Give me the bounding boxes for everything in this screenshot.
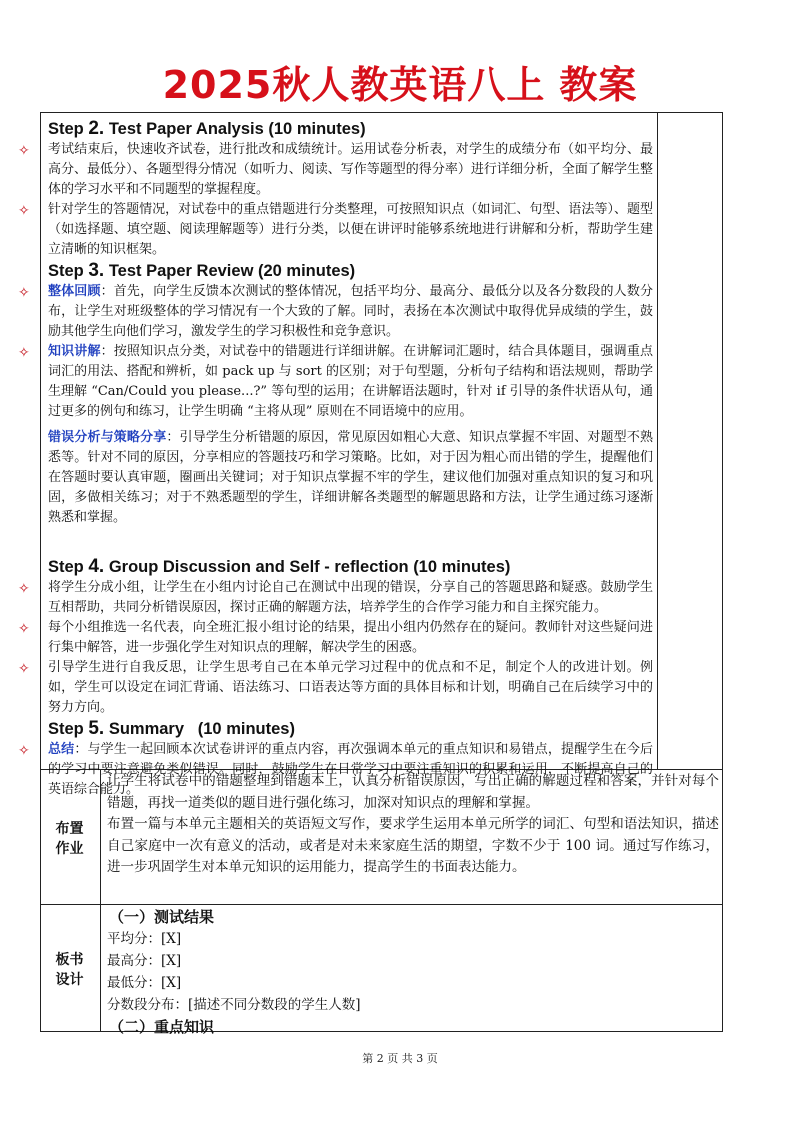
board-heading-2: （二）重点知识 <box>109 1018 215 1036</box>
table-divider <box>100 770 101 1031</box>
diamond-bullet-icon: ✧ <box>18 143 30 159</box>
step-3-para-1: ✧ 整体回顾：首先，向学生反馈本次测试的整体情况，包括平均分、最高分、最低分以及各分数段的人数分布，让学生对班级整体的学习情况有一个大致的了解。同时，表扬在本次测试中取得优异成绩的学生，鼓励其他学生向他们学习，激发学生的学习积极性和竞争意识。 <box>18 284 653 339</box>
title-main: 秋人教英语八上 <box>272 63 546 107</box>
step-4-para-1: ✧ 将学生分成小组，让学生在小组内讨论自己在测试中出现的错误，分享自己的答题思路和疑惑。鼓励学生互相帮助，共同分析错误原因，探讨正确的解题方法，培养学生的合作学习能力和自主探究能力。 <box>18 580 653 615</box>
diamond-bullet-icon: ✧ <box>18 285 30 301</box>
homework-content <box>107 771 719 879</box>
step-2-heading: Step 2. Test Paper Analysis (10 minutes) <box>48 118 366 139</box>
board-distribution: 分数段分布：[描述不同分数段的学生人数] <box>107 997 361 1013</box>
title-suffix: 教案 <box>559 63 638 107</box>
page-footer: 第 2 页 共 3 页 <box>362 1052 438 1065</box>
step-4-para-2: ✧ 每个小组推选一名代表，向全班汇报小组讨论的结果，提出小组内仍然存在的疑问。教师针对这些疑问进行集中解答，进一步强化学生对知识点的理解，解决学生的困惑。 <box>18 620 653 655</box>
page-title <box>0 62 800 108</box>
diamond-bullet-icon: ✧ <box>18 621 30 637</box>
diamond-bullet-icon: ✧ <box>18 203 30 219</box>
diamond-bullet-icon: ✧ <box>18 743 30 759</box>
homework-label: 布置 作业 <box>55 821 84 857</box>
diamond-bullet-icon: ✧ <box>18 661 30 677</box>
step-4-heading: Step 4. Group Discussion and Self - reflection (10 minutes) <box>48 556 511 577</box>
table-divider <box>41 904 722 905</box>
step-3-para-3: 错误分析与策略分享：引导学生分析错题的原因，常见原因如粗心大意、知识点掌握不牢固、对题型不熟悉等。针对不同的原因，分享相应的答题技巧和学习策略。比如，对于因为粗心而出错的学生，提醒他们在答题时要认真审题，圈画出关键词；对于知识点掌握不牢的学生，建议他们加强对重点知识的复习和巩固，多做相关练习；对于不熟悉题型的学生，详细讲解各类题型的解题思路和方法，让学生通过练习逐渐熟悉和掌握。 <box>48 430 653 525</box>
board-max: 最高分：[X] <box>107 953 182 969</box>
table-divider <box>657 113 658 769</box>
step-5-heading: Step 5. Summary (10 minutes) <box>48 718 295 739</box>
homework-para-1: 让学生将试卷中的错题整理到错题本上，认真分析错误原因，写出正确的解题过程和答案，并针对每个错题，再找一道类似的题目进行强化练习，加深对知识点的理解和掌握。 <box>107 773 719 811</box>
board-min: 最低分：[X] <box>107 975 182 991</box>
step-3-heading: Step 3. Test Paper Review (20 minutes) <box>48 260 356 281</box>
board-design-label: 板书 设计 <box>55 952 84 988</box>
diamond-bullet-icon: ✧ <box>18 581 30 597</box>
step-2-para-1: ✧ 考试结束后，快速收齐试卷，进行批改和成绩统计。运用试卷分析表，对学生的成绩分布（如平均分、最高分、最低分）、各题型得分情况（如听力、阅读、写作等题型的得分率）进行详细分析，全面了解学生整体的学习水平和不同题型的掌握程度。 <box>18 142 653 197</box>
step-4-para-3: ✧ 引导学生进行自我反思，让学生思考自己在本单元学习过程中的优点和不足，制定个人的改进计划。例如，学生可以设定在词汇背诵、语法练习、口语表达等方面的具体目标和计划，明确自己在后续学习中的努力方向。 <box>18 660 653 715</box>
board-average: 平均分：[X] <box>107 931 182 947</box>
diamond-bullet-icon: ✧ <box>18 345 30 361</box>
lesson-steps-content <box>18 118 653 800</box>
step-5-para-1: ✧ 总结：与学生一起回顾本次试卷讲评的重点内容，再次强调本单元的重点知识和易错点，提醒学生在今后的学习中要注意避免类似错误。同时，鼓励学生在日常学习中要注重知识的积累和运用，不断提高自己的英语综合能力。 <box>18 742 653 797</box>
title-year: 2025 <box>162 63 273 107</box>
homework-para-2: 布置一篇与本单元主题相关的英语短文写作，要求学生运用本单元所学的词汇、句型和语法知识，描述自己家庭中一次有意义的活动，或者是对未来家庭生活的期望，字数不少于 100 词。通过写作练习，进一步巩固学生对本单元知识的运用能力，提高学生的书面表达能力。 <box>107 816 719 875</box>
step-3-para-2: ✧ 知识讲解：按照知识点分类，对试卷中的错题进行详细讲解。在讲解词汇题时，结合具体题目，强调重点词汇的用法、搭配和辨析，如 pack up 与 sort 的区别；对于句型题，分析句子结构和语法规则，帮助学生理解 “Can/Could you please...?” 等句型的运用；在讲解语法题时，针对 if 引导的条件状语从句，通过更多的例句和练习，让学生明确 “主将从现” 原则在不同语境中的应用。 <box>18 344 653 419</box>
step-2-para-2: ✧ 针对学生的答题情况，对试卷中的重点错题进行分类整理，可按照知识点（如词汇、句型、语法等）、题型（如选择题、填空题、阅读理解题等）进行分类，以便在讲评时能够系统地进行讲解和分析，帮助学生建立清晰的知识框架。 <box>18 202 653 257</box>
board-heading-1: （一）测试结果 <box>109 908 215 926</box>
board-design-content <box>107 906 719 1038</box>
